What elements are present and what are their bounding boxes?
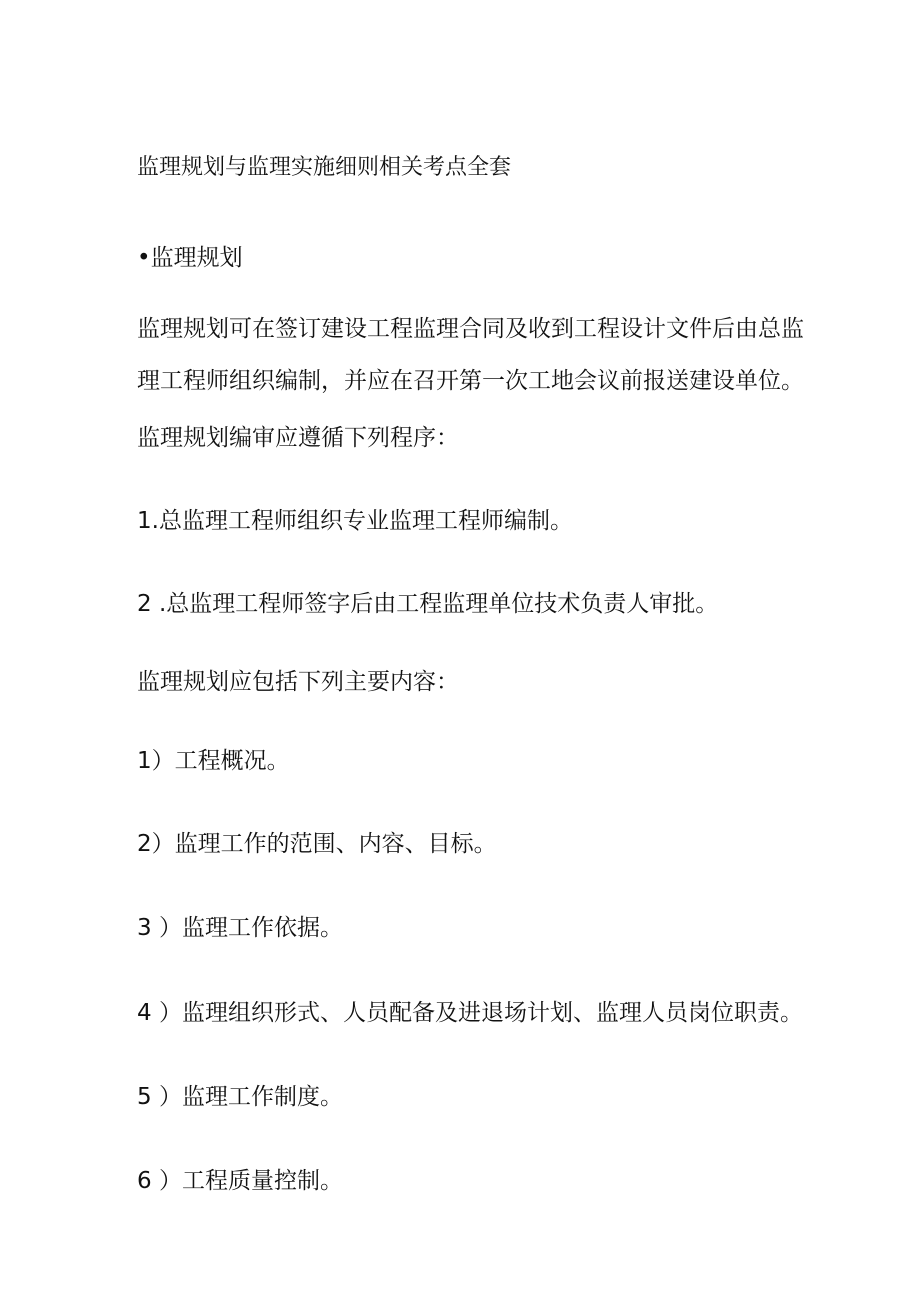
procedure-step: 2 .总监理工程师签字后由工程监理单位技术负责人审批。	[137, 591, 719, 617]
paragraph-line: 监理规划可在签订建设工程监理合同及收到工程设计文件后由总监	[137, 316, 804, 342]
list-item: 5 ）监理工作制度。	[137, 1084, 343, 1110]
list-item: 4 ）监理组织形式、人员配备及进退场计划、监理人员岗位职责。	[137, 1000, 803, 1026]
list-item: 2）监理工作的范围、内容、目标。	[137, 831, 497, 857]
list-item: 3 ）监理工作依据。	[137, 915, 343, 941]
procedure-step: 1.总监理工程师组织专业监理工程师编制。	[137, 508, 573, 534]
list-item: 1）工程概况。	[137, 748, 290, 774]
list-item: 6 ）工程质量控制。	[137, 1168, 343, 1194]
paragraph: 监理规划应包括下列主要内容：	[137, 669, 459, 695]
paragraph: 监理规划编审应遵循下列程序：	[137, 425, 459, 451]
paragraph-line: 理工程师组织编制，并应在召开第一次工地会议前报送建设单位。	[137, 368, 804, 394]
section-heading: •监理规划	[137, 245, 243, 271]
document-title: 监理规划与监理实施细则相关考点全套	[137, 155, 512, 180]
